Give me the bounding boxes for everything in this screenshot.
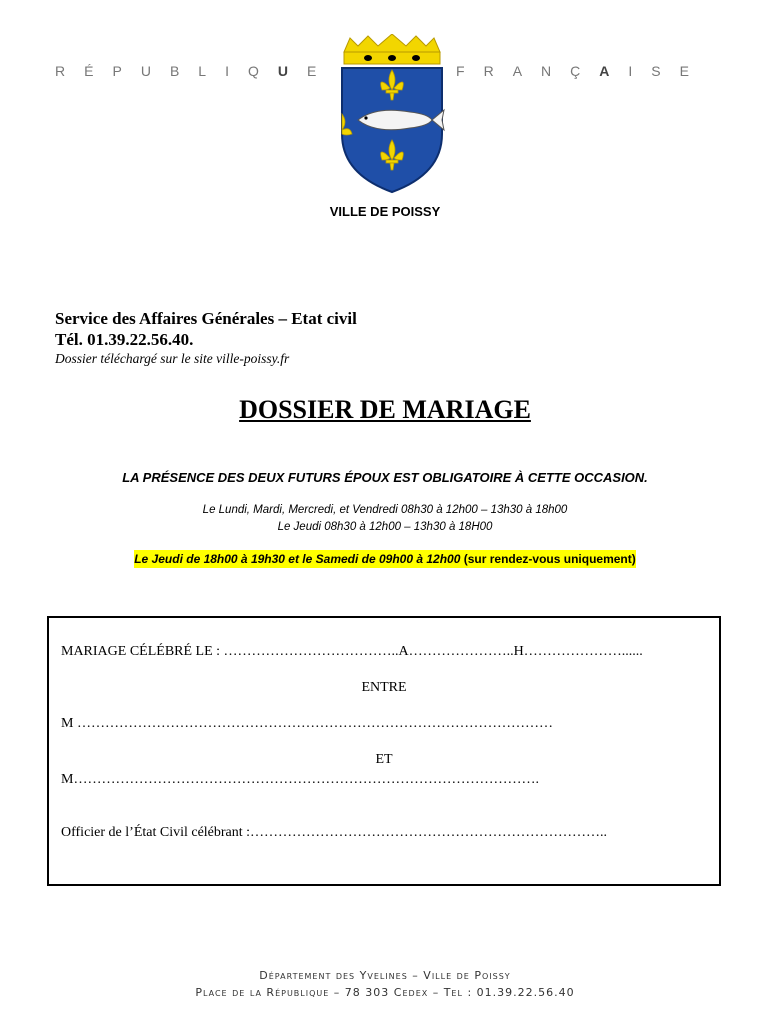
and-label: ET bbox=[375, 752, 393, 767]
republique-text: RÉPUBLIQUE bbox=[55, 63, 336, 79]
marriage-form-box bbox=[47, 616, 721, 886]
download-note: Dossier téléchargé sur le site ville-poissy.fr bbox=[55, 351, 290, 366]
francaise-text: FRANÇAISE bbox=[456, 63, 708, 79]
francaise-label bbox=[456, 63, 708, 79]
city-name: VILLE DE POISSY bbox=[329, 204, 441, 219]
document-title: DOSSIER DE MARIAGE bbox=[239, 395, 531, 424]
between-label: ENTRE bbox=[361, 680, 407, 695]
poissy-coat-of-arms-icon bbox=[336, 34, 448, 194]
opening-hours-thursday: Le Jeudi 08h30 à 12h00 – 13h30 à 18H00 bbox=[277, 521, 493, 533]
marriage-date-field[interactable]: MARIAGE CÉLÉBRÉ LE : ………………………………..A…………………..H…………………...... bbox=[61, 644, 643, 659]
appointment-condition: (sur rendez-vous uniquement) bbox=[460, 552, 636, 566]
presence-notice: LA PRÉSENCE DES DEUX FUTURS ÉPOUX EST OBLIGATOIRE À CETTE OCCASION. bbox=[122, 470, 648, 485]
republique-label bbox=[55, 63, 335, 79]
service-name: Service des Affaires Générales – Etat civil bbox=[55, 309, 357, 328]
civil-officer-field[interactable]: Officier de l’État Civil célébrant :………………………………………………………………….. bbox=[61, 825, 608, 840]
footer-department: Département des Yvelines – Ville de Poissy bbox=[259, 969, 511, 982]
appointment-highlight bbox=[134, 550, 636, 568]
opening-hours-weekdays: Le Lundi, Mardi, Mercredi, et Vendredi 08h30 à 12h00 – 13h30 à 18h00 bbox=[202, 504, 568, 516]
footer-address: Place de la République – 78 303 Cedex – Tel : 01.39.22.56.40 bbox=[195, 986, 575, 999]
appointment-times: Le Jeudi de 18h00 à 19h30 et le Samedi de 09h00 à 12h00 bbox=[134, 552, 461, 566]
service-phone: Tél. 01.39.22.56.40. bbox=[55, 330, 194, 349]
appointment-hours bbox=[0, 552, 770, 566]
second-spouse-field[interactable]: M………………………………………………………………………………………. bbox=[61, 772, 539, 787]
first-spouse-field[interactable]: M ………………………………………………………………………………………… bbox=[61, 716, 553, 731]
